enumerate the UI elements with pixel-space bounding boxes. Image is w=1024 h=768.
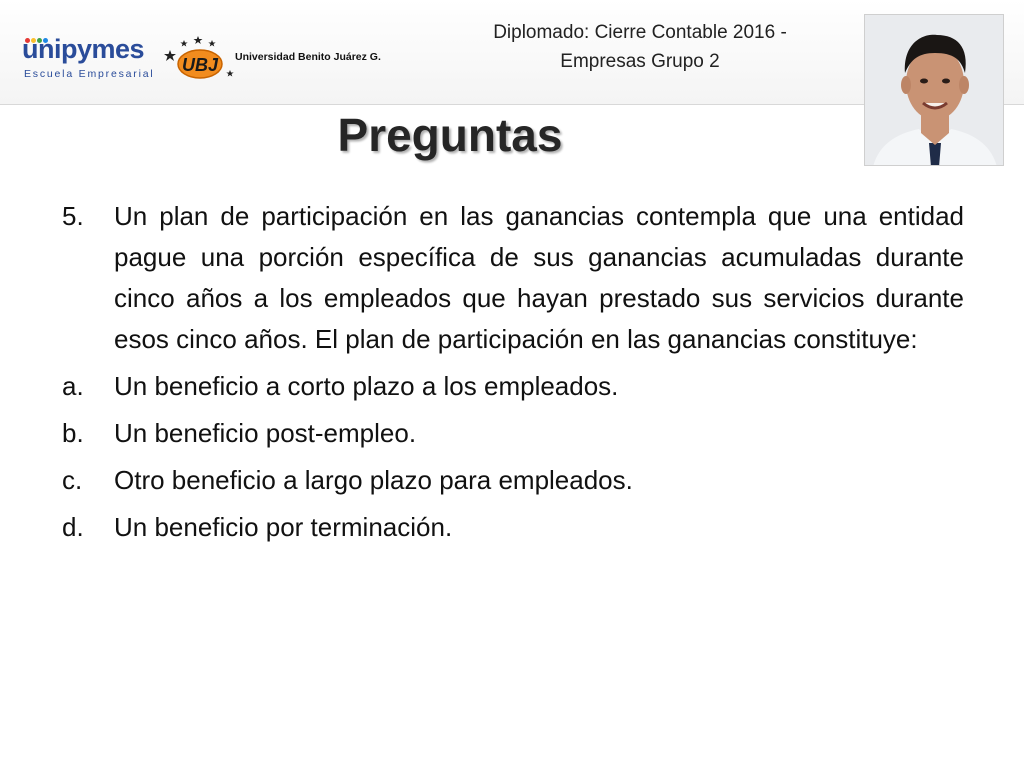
ubj-university-name: Universidad Benito Juárez G. xyxy=(235,51,381,63)
question-number: 5. xyxy=(62,201,84,231)
option-text: Otro beneficio a largo plazo para empleados. xyxy=(114,465,633,495)
question-item xyxy=(62,196,964,360)
answer-option-b xyxy=(62,413,964,454)
option-text: Un beneficio a corto plazo a los empleados. xyxy=(114,371,619,401)
answer-option-d xyxy=(62,507,964,548)
slide-title: Preguntas xyxy=(337,109,563,161)
option-letter: c. xyxy=(62,465,83,495)
unipymes-tagline: Escuela Empresarial xyxy=(24,68,155,80)
course-title-line1: Diplomado: Cierre Contable 2016 - xyxy=(493,22,787,43)
option-letter: d. xyxy=(62,512,84,542)
answer-option-a xyxy=(62,366,964,407)
course-title xyxy=(440,18,840,76)
instructor-photo xyxy=(864,14,1004,166)
option-text: Un beneficio por terminación. xyxy=(114,512,453,542)
question-text: Un plan de participación en las ganancias contempla que una entidad pague una porción específica de sus ganancias acumuladas durante cinco años a los empleados que hayan prestado sus servicios durante esos cinco años. El plan de participación en las ganancias constituye: xyxy=(114,201,964,354)
option-letter: a. xyxy=(62,371,84,401)
answer-option-c xyxy=(62,460,964,501)
unipymes-logo xyxy=(22,30,155,80)
option-letter: b. xyxy=(62,418,84,448)
unipymes-wordmark: unipymes xyxy=(22,34,145,64)
course-title-line2: Empresas Grupo 2 xyxy=(560,51,720,72)
question-content xyxy=(62,196,964,554)
ubj-emblem-icon xyxy=(162,36,234,84)
option-text: Un beneficio post-empleo. xyxy=(114,418,417,448)
ubj-logo xyxy=(162,36,412,84)
ubj-emblem-text: UBJ xyxy=(181,55,219,75)
person-portrait-icon xyxy=(865,15,1004,166)
